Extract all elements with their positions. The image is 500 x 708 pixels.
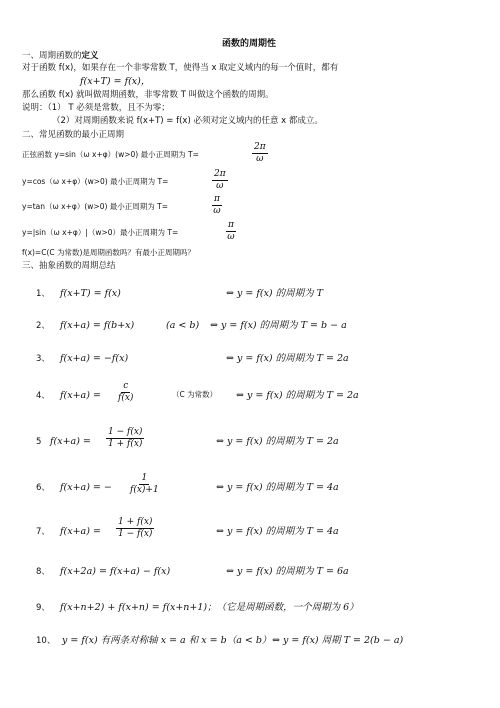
- fraction-denominator: ω: [216, 181, 224, 191]
- fraction-denominator: f(x)+1: [130, 485, 159, 495]
- item-lhs: f(x+a) = f(b+x): [60, 320, 135, 331]
- item-lhs: f(x+a) = −f(x): [60, 353, 129, 364]
- item-lhs: f(x+T) = f(x): [60, 288, 121, 299]
- period-row-tan: y=tan（ω x+φ）(w>0) 最小正周期为 T=: [22, 202, 169, 211]
- fraction-numerator: 2π: [214, 169, 226, 179]
- note-1: 说明：（1） T 必须是常数，且不为零；: [22, 103, 170, 113]
- item-lhs: f(x+2a) = f(x+a) − f(x): [60, 566, 171, 577]
- fraction-denominator: ω: [213, 206, 221, 216]
- item-rhs: ⇔ y = f(x) 周期 T = 2(b − a): [272, 635, 404, 646]
- item-number: 5: [36, 437, 42, 447]
- definition-line-1: 对于函数 f(x)，如果存在一个非零常数 T，使得当 x 取定义域内的每一个值时，都有: [22, 63, 339, 73]
- fraction-denominator: ω: [256, 154, 264, 164]
- item-condition: （C 为常数）: [172, 390, 218, 399]
- item-rhs: ⇔ y = f(x) 的周期为 T = 2a: [216, 436, 339, 447]
- item-fraction: [130, 474, 159, 495]
- item-number: 10、: [36, 636, 56, 646]
- fraction-numerator: 2π: [254, 142, 266, 152]
- item-lhs: y = f(x) 有两条对称轴 x = a 和 x = b（a < b）: [62, 635, 272, 646]
- fraction-numerator: 1 + f(x): [118, 517, 153, 527]
- period-row-cos: y=cos（ω x+φ）(w>0) 最小正周期为 T=: [22, 177, 169, 186]
- item-rhs: ⇔ y = f(x) 的周期为 T = 6a: [226, 566, 349, 577]
- item-number: 2、: [36, 321, 50, 331]
- item-fraction: [118, 382, 133, 403]
- fraction-denominator: f(x): [118, 393, 134, 403]
- period-fraction-tan: [212, 195, 222, 216]
- note-2: （2）对周期函数来说 f(x+T) = f(x) 必须对定义域内的任意 x 都成立。: [52, 116, 323, 126]
- item-rhs: ⇔ y = f(x) 的周期为 T: [226, 288, 324, 299]
- item-rhs: ⇔ y = f(x) 的周期为 T = 4a: [216, 526, 339, 537]
- fraction-numerator: π: [228, 220, 234, 230]
- definition-formula: f(x+T) = f(x)，: [80, 76, 151, 87]
- section-2-heading: 二、常见函数的最小正周期: [22, 130, 125, 140]
- item-number: 7、: [36, 527, 50, 537]
- period-row-abs-sin: y=|sin（ω x+φ）|（w>0）最小正周期为 T=: [22, 228, 179, 237]
- item-lhs: f(x+a) = −: [60, 482, 112, 493]
- item-number: 9、: [36, 603, 50, 613]
- definition-line-3: 那么函数 f(x) 就叫做周期函数，非零常数 T 叫做这个函数的周期。: [22, 90, 274, 100]
- fraction-denominator: 1 − f(x): [118, 529, 153, 539]
- period-row-sin: 正弦函数 y=sin（ω x+φ）(w>0) 最小正周期为 T=: [22, 150, 199, 159]
- item-condition: (a < b): [166, 320, 200, 331]
- section-1-heading-prefix: 一、周期函数的: [22, 51, 82, 61]
- item-fraction: [116, 518, 154, 539]
- item-rhs: ⇔ y = f(x) 的周期为 T = 2a: [226, 353, 349, 364]
- item-number: 8、: [36, 567, 50, 577]
- fraction-numerator: π: [214, 194, 220, 204]
- item-rhs: ⇔ y = f(x) 的周期为 T = b − a: [210, 320, 347, 331]
- period-fraction-abs-sin: [226, 221, 236, 242]
- fraction-numerator: c: [123, 381, 129, 391]
- item-number: 3、: [36, 354, 50, 364]
- item-rhs: ⇔ y = f(x) 的周期为 T = 4a: [216, 482, 339, 493]
- item-fraction: [106, 428, 144, 449]
- page-title: 函数的周期性: [222, 39, 277, 49]
- item-number: 4、: [36, 391, 50, 401]
- item-number: 1、: [36, 289, 50, 299]
- item-rhs: ⇔ y = f(x) 的周期为 T = 2a: [236, 390, 359, 401]
- fraction-numerator: 1: [141, 473, 148, 483]
- item-lhs: f(x+a) =: [60, 390, 101, 401]
- item-number: 6、: [36, 483, 50, 493]
- item-lhs: f(x+a) =: [50, 436, 91, 447]
- period-fraction-cos: [212, 170, 228, 191]
- period-fraction-sin: [252, 143, 268, 164]
- constant-function-question: f(x)=C(C 为常数)是周期函数吗？有最小正周期吗？: [22, 248, 195, 257]
- section-1-heading: [22, 52, 99, 61]
- item-lhs: f(x+a) =: [60, 526, 101, 537]
- section-3-heading: 三、抽象函数的周期总结: [22, 261, 116, 271]
- fraction-denominator: 1 + f(x): [108, 439, 143, 449]
- fraction-numerator: 1 − f(x): [108, 427, 143, 437]
- fraction-denominator: ω: [227, 232, 235, 242]
- item-lhs: f(x+n+2) + f(x+n) = f(x+n+1)；（它是周期函数，一个周期为 6）: [60, 602, 359, 613]
- section-1-heading-bold: 定义: [81, 51, 99, 61]
